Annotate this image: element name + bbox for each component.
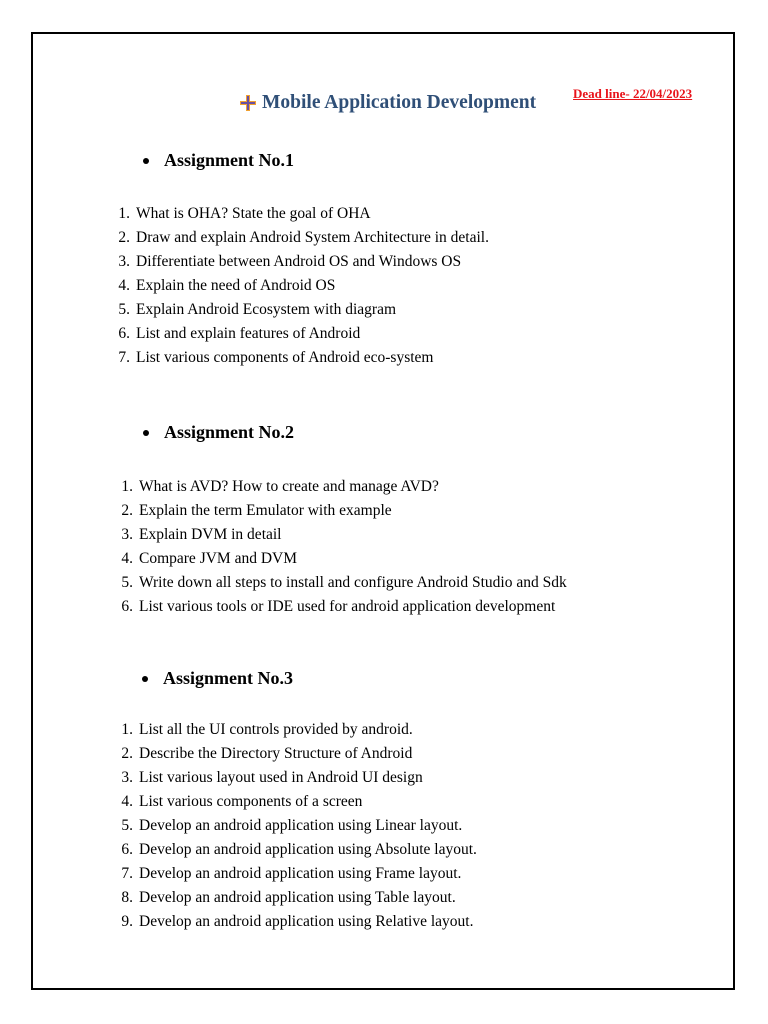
question-text: Describe the Directory Structure of Android xyxy=(139,745,413,762)
list-item xyxy=(107,226,489,250)
question-number: 6. xyxy=(121,841,133,858)
deadline-label: Dead line- 22/04/2023 xyxy=(573,86,693,101)
question-number: 1. xyxy=(121,721,133,738)
section-heading-label: Assignment No.1 xyxy=(164,150,295,170)
bullet-icon xyxy=(142,676,148,682)
question-text: Develop an android application using Frame layout. xyxy=(139,865,462,882)
question-number: 6. xyxy=(118,325,130,342)
question-number: 1. xyxy=(121,478,133,495)
question-number: 4. xyxy=(121,550,133,567)
question-number: 5. xyxy=(118,301,130,318)
question-text: Develop an android application using Relative layout. xyxy=(139,913,474,930)
list-item xyxy=(110,814,477,838)
list-item xyxy=(110,718,477,742)
list-item xyxy=(110,475,567,499)
list-item xyxy=(110,766,477,790)
list-item xyxy=(110,523,567,547)
question-number: 7. xyxy=(121,865,133,882)
question-number: 8. xyxy=(121,889,133,906)
list-item xyxy=(110,595,567,619)
list-item xyxy=(107,250,489,274)
question-text: What is AVD? How to create and manage AVD? xyxy=(139,478,439,495)
bullet-icon xyxy=(143,158,149,164)
section-heading-2 xyxy=(143,422,294,443)
page-title: Mobile Application Development xyxy=(262,92,537,113)
question-number: 7. xyxy=(118,349,130,366)
question-list-3 xyxy=(110,718,477,934)
question-number: 3. xyxy=(121,526,133,543)
list-item xyxy=(107,274,489,298)
question-text: What is OHA? State the goal of OHA xyxy=(136,205,371,222)
question-text: List various tools or IDE used for android application development xyxy=(139,598,556,615)
list-item xyxy=(110,886,477,910)
list-item xyxy=(110,862,477,886)
list-item xyxy=(110,790,477,814)
question-number: 4. xyxy=(118,277,130,294)
question-text: Explain the need of Android OS xyxy=(136,277,336,294)
section-heading-1 xyxy=(143,150,294,171)
question-text: Explain Android Ecosystem with diagram xyxy=(136,301,397,318)
question-number: 2. xyxy=(121,502,133,519)
question-number: 9. xyxy=(121,913,133,930)
list-item xyxy=(110,547,567,571)
question-text: Develop an android application using Absolute layout. xyxy=(139,841,477,858)
question-number: 5. xyxy=(121,574,133,591)
question-text: List various components of Android eco-system xyxy=(136,349,434,366)
question-text: List all the UI controls provided by android. xyxy=(139,721,413,738)
question-text: List and explain features of Android xyxy=(136,325,361,342)
list-item xyxy=(107,346,489,370)
list-item xyxy=(110,742,477,766)
question-number: 2. xyxy=(118,229,130,246)
list-item xyxy=(110,910,477,934)
question-number: 3. xyxy=(118,253,130,270)
section-heading-label: Assignment No.2 xyxy=(164,422,295,442)
list-item xyxy=(107,202,489,226)
title-row xyxy=(240,92,536,114)
list-item xyxy=(110,571,567,595)
question-list-1 xyxy=(107,202,489,370)
question-text: Explain the term Emulator with example xyxy=(139,502,392,519)
list-item xyxy=(110,838,477,862)
question-text: Draw and explain Android System Architecture in detail. xyxy=(136,229,489,246)
list-item xyxy=(110,499,567,523)
question-text: Explain DVM in detail xyxy=(139,526,282,543)
question-text: Compare JVM and DVM xyxy=(139,550,297,567)
question-number: 2. xyxy=(121,745,133,762)
question-number: 4. xyxy=(121,793,133,810)
question-number: 3. xyxy=(121,769,133,786)
question-text: Develop an android application using Linear layout. xyxy=(139,817,463,834)
bullet-icon xyxy=(143,430,149,436)
question-text: List various layout used in Android UI design xyxy=(139,769,423,786)
question-list-2 xyxy=(110,475,567,619)
list-item xyxy=(107,322,489,346)
question-number: 5. xyxy=(121,817,133,834)
question-number: 1. xyxy=(118,205,130,222)
question-text: Write down all steps to install and configure Android Studio and Sdk xyxy=(139,574,567,591)
four-pointed-plus-icon xyxy=(240,95,256,111)
section-heading-label: Assignment No.3 xyxy=(163,668,294,688)
question-text: Develop an android application using Table layout. xyxy=(139,889,456,906)
question-text: List various components of a screen xyxy=(139,793,363,810)
question-text: Differentiate between Android OS and Windows OS xyxy=(136,253,462,270)
question-number: 6. xyxy=(121,598,133,615)
list-item xyxy=(107,298,489,322)
section-heading-3 xyxy=(142,668,293,689)
